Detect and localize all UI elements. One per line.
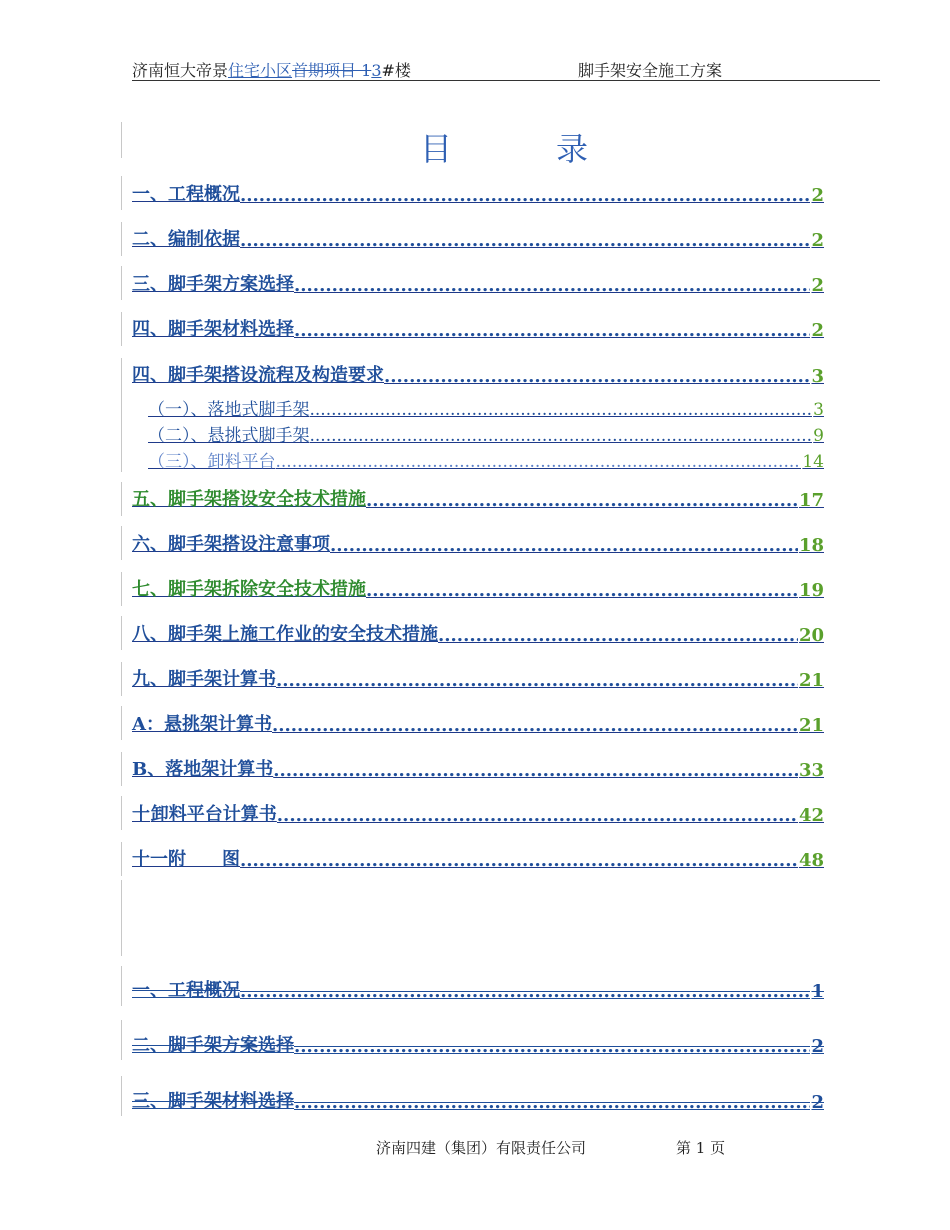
change-bar <box>121 176 122 210</box>
header-inserted-text-2: 3 <box>371 61 382 80</box>
toc-leader-dots <box>240 185 810 206</box>
toc-entry-label: A：悬挑架计算书 <box>132 714 272 735</box>
change-bar <box>121 880 122 956</box>
change-bar <box>121 752 122 786</box>
header-project-name <box>132 58 411 81</box>
change-bar <box>121 122 122 158</box>
toc-entry-number: 十 <box>132 804 150 825</box>
change-bar <box>121 1020 122 1060</box>
toc-entry-page: 42 <box>798 805 824 826</box>
toc-leader-dots <box>240 981 810 1002</box>
toc-entry-page: 1 <box>811 981 824 1002</box>
toc-leader-dots <box>330 535 798 556</box>
header-inserted-text: 住宅小区 <box>228 61 293 80</box>
toc-entry-label: 九、脚手架计算书 <box>132 669 276 690</box>
toc-title-char-2: 录 <box>556 130 589 168</box>
toc-title <box>420 124 588 170</box>
deleted-toc-entry[interactable] <box>132 1087 824 1113</box>
toc-entry[interactable] <box>132 665 824 691</box>
toc-entry[interactable] <box>132 530 824 556</box>
toc-subentry-label: （一）、落地式脚手架 <box>148 400 310 420</box>
change-bar <box>121 966 122 1006</box>
toc-entry[interactable] <box>132 485 824 511</box>
toc-entry-number: 二、 <box>132 1035 168 1056</box>
toc-leader-dots <box>273 760 798 781</box>
toc-entry-number: 三、 <box>132 1091 168 1112</box>
toc-entry[interactable] <box>132 710 824 736</box>
toc-entry-page: 48 <box>798 850 824 871</box>
toc-entry-number: 十一 <box>132 849 168 870</box>
toc-entry-number: 五、 <box>132 489 168 510</box>
toc-entry-page: 2 <box>811 1092 824 1113</box>
toc-entry-label: 脚手架搭设注意事项 <box>168 534 330 555</box>
toc-entry-label: 脚手架材料选择 <box>168 1091 294 1112</box>
toc-entry-page: 3 <box>813 400 824 420</box>
toc-entry-page: 19 <box>798 580 824 601</box>
toc-leader-dots <box>277 805 798 826</box>
change-bar <box>121 222 122 256</box>
toc-entry-label: 编制依据 <box>168 229 240 250</box>
toc-entry-label: 脚手架拆除安全技术措施 <box>168 579 366 600</box>
toc-entry-label: B、落地架计算书 <box>132 759 274 780</box>
toc-entry-number: 七、 <box>132 579 168 600</box>
toc-entry-page: 2 <box>811 320 824 341</box>
toc-subentry[interactable] <box>148 424 824 446</box>
footer-company: 济南四建（集团）有限责任公司 <box>376 1139 587 1157</box>
change-bar <box>121 616 122 650</box>
toc-subentry[interactable] <box>148 398 824 420</box>
toc-entry-label: 工程概况 <box>168 184 240 205</box>
toc-entry-page: 33 <box>798 760 824 781</box>
toc-entry-number: 三、 <box>132 274 168 295</box>
toc-entry[interactable] <box>132 575 824 601</box>
toc-entry-label: 脚手架方案选择 <box>168 1035 294 1056</box>
deleted-toc-entry[interactable] <box>132 976 824 1002</box>
header-deleted-text: 首期项目 1 <box>292 61 372 80</box>
toc-leader-dots <box>276 670 798 691</box>
toc-subentry-label: （二）、悬挑式脚手架 <box>148 426 310 446</box>
toc-entry-page: 17 <box>798 490 824 511</box>
toc-entry[interactable] <box>132 755 824 781</box>
toc-leader-dots <box>294 1036 810 1057</box>
toc-entry-label: 一、工程概况 <box>132 980 240 1001</box>
toc-subentry-label: （三）、卸料平台 <box>148 452 276 472</box>
toc-entry[interactable] <box>132 845 824 871</box>
change-bar <box>121 796 122 830</box>
toc-entry-number: 六、 <box>132 534 168 555</box>
change-bar <box>121 572 122 606</box>
change-bar <box>121 662 122 696</box>
toc-entry-page: 14 <box>802 452 824 472</box>
toc-entry-label: 卸料平台计算书 <box>150 804 277 825</box>
toc-entry[interactable] <box>132 800 824 826</box>
toc-leader-dots <box>384 366 810 387</box>
toc-entry-number: 二、 <box>132 229 168 250</box>
toc-entry-page: 21 <box>798 715 824 736</box>
toc-entry[interactable] <box>132 225 824 251</box>
toc-entry-page: 2 <box>811 275 824 296</box>
header-prefix: 济南恒大帝景 <box>132 61 229 80</box>
change-bar <box>121 358 122 472</box>
toc-leader-dots <box>294 275 810 296</box>
page-header <box>132 56 880 81</box>
toc-entry-number: 一、 <box>132 184 168 205</box>
toc-leader-dots <box>438 625 798 646</box>
toc-leader-dots <box>272 715 798 736</box>
toc-leader-dots <box>294 1092 810 1113</box>
toc-entry-page: 21 <box>798 670 824 691</box>
change-bar <box>121 266 122 300</box>
toc-leader-dots <box>294 320 810 341</box>
toc-entry-label: 脚手架材料选择 <box>168 319 294 340</box>
change-bar <box>121 482 122 516</box>
toc-entry[interactable] <box>132 361 824 387</box>
change-bar <box>121 706 122 740</box>
toc-entry-number: 四、 <box>132 319 168 340</box>
toc-entry-page: 2 <box>811 1036 824 1057</box>
toc-entry[interactable] <box>132 315 824 341</box>
toc-entry-page: 20 <box>798 625 824 646</box>
toc-entry[interactable] <box>132 180 824 206</box>
change-bar <box>121 1076 122 1116</box>
deleted-toc-entry[interactable] <box>132 1031 824 1057</box>
toc-leader-dots <box>310 400 813 420</box>
toc-entry-label: 脚手架搭设流程及构造要求 <box>168 365 384 386</box>
toc-entry-page: 2 <box>811 185 824 206</box>
toc-entry[interactable] <box>132 620 824 646</box>
toc-leader-dots <box>240 230 810 251</box>
toc-entry-page: 9 <box>813 426 824 446</box>
toc-entry-number: 四、 <box>132 365 168 386</box>
toc-entry-page: 3 <box>811 366 824 387</box>
header-suffix: #楼 <box>381 61 411 80</box>
toc-entry[interactable] <box>132 270 824 296</box>
change-bar <box>121 526 122 560</box>
footer-page-number: 第 1 页 <box>676 1139 726 1157</box>
toc-leader-dots <box>240 850 798 871</box>
toc-entry-label: 脚手架方案选择 <box>168 274 294 295</box>
toc-leader-dots <box>310 426 813 446</box>
toc-entry-label: 脚手架搭设安全技术措施 <box>168 489 366 510</box>
change-bar <box>121 842 122 876</box>
toc-subentry[interactable] <box>148 450 824 472</box>
change-bar <box>121 312 122 346</box>
toc-entry-page: 2 <box>811 230 824 251</box>
toc-entry-page: 18 <box>798 535 824 556</box>
toc-leader-dots <box>366 580 798 601</box>
toc-entry-label: 八、脚手架上施工作业的安全技术措施 <box>132 624 438 645</box>
toc-title-char-1: 目 <box>420 130 453 168</box>
header-document-title: 脚手架安全施工方案 <box>578 61 723 80</box>
toc-entry-label: 附 图 <box>168 849 240 870</box>
toc-leader-dots <box>366 490 798 511</box>
toc-leader-dots <box>276 452 802 472</box>
